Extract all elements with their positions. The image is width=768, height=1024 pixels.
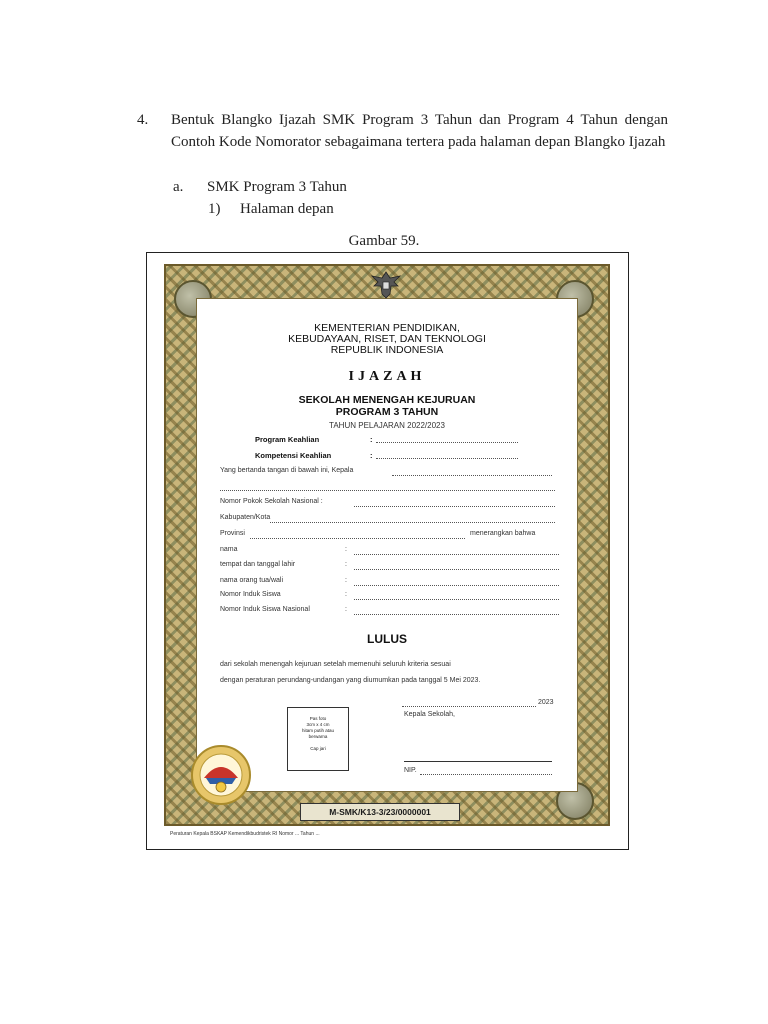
parent-name-label: nama orang tua/wali (220, 577, 284, 584)
sub-sub-list-number: 1) (208, 201, 221, 217)
academic-year: TAHUN PELAJARAN 2022/2023 (329, 421, 445, 430)
list-number: 4. (137, 112, 149, 128)
photo-placeholder (287, 707, 349, 771)
national-student-id-label: Nomor Induk Siswa Nasional (220, 606, 310, 613)
regency-line (270, 522, 555, 523)
birth-place-date-line (354, 569, 559, 570)
school-line: PROGRAM 3 TAHUN (335, 406, 439, 418)
statement-line: dengan peraturan perundang-undangan yang diumumkan pada tanggal 5 Mei 2023. (220, 677, 481, 684)
field-colon: : (345, 561, 347, 568)
student-name-line (354, 554, 559, 555)
result-text: LULUS (367, 632, 407, 646)
photo-text: berwarna (308, 734, 328, 739)
npsn-line (354, 506, 555, 507)
nip-line (420, 774, 552, 775)
competency-line (376, 458, 518, 459)
garuda-emblem-icon (368, 268, 404, 302)
ministry-heading (196, 323, 578, 356)
blank-line (220, 490, 555, 491)
photo-text: Pas foto (309, 716, 327, 721)
student-id-line (354, 599, 559, 600)
serial-number: M-SMK/K13-3/23/0000001 (300, 803, 460, 821)
figure-caption: Gambar 59. (348, 233, 420, 249)
ministry-line: KEBUDAYAAN, RISET, DAN TEKNOLOGI (288, 333, 486, 345)
parent-name-line (354, 585, 559, 586)
province-line (250, 538, 465, 539)
province-label: Provinsi (220, 530, 245, 537)
national-student-id-line (354, 614, 559, 615)
ministry-line: KEMENTERIAN PENDIDIKAN, (314, 322, 460, 334)
program-label: Program Keahlian (255, 435, 320, 444)
certificate-title: IJAZAH (348, 369, 426, 384)
photo-text: hitam putih atau (301, 728, 335, 733)
signer-intro: Yang bertanda tangan di bawah ini, Kepala (220, 467, 354, 474)
student-name-label: nama (220, 546, 238, 553)
date-year: 2023 (538, 699, 554, 706)
list-item-text: Bentuk Blangko Ijazah SMK Program 3 Tahun dan Program 4 Tahun dengan Contoh Kode Nomorator sebagaimana tertera pada halaman depan Blangko Ijazah (171, 112, 668, 150)
sub-list-text: SMK Program 3 Tahun (207, 179, 347, 195)
field-colon: : (345, 591, 347, 598)
ministry-line: REPUBLIK INDONESIA (330, 344, 444, 356)
student-id-label: Nomor Induk Siswa (220, 591, 281, 598)
competency-label: Kompetensi Keahlian (255, 451, 332, 460)
certifies-text: menerangkan bahwa (470, 530, 536, 537)
field-colon: : (345, 546, 347, 553)
place-date-line (402, 706, 536, 707)
school-heading (196, 394, 578, 418)
program-line (376, 442, 518, 443)
birth-place-date-label: tempat dan tanggal lahir (220, 561, 296, 568)
sub-list-letter: a. (173, 179, 184, 195)
nip-label: NIP. (404, 767, 417, 774)
statement-line: dari sekolah menengah kejuruan setelah memenuhi seluruh kriteria sesuai (220, 661, 451, 668)
school-line: SEKOLAH MENENGAH KEJURUAN (298, 394, 476, 406)
field-colon: : (345, 577, 347, 584)
school-name-line (392, 475, 552, 476)
competency-colon: : (370, 451, 373, 460)
regulation-footnote: Peraturan Kepala BSKAP Kemendikbudristek RI Nomor ... Tahun ... (170, 831, 320, 837)
photo-text: Cap jari (310, 746, 326, 751)
photo-text: 3cm x 4 cm (306, 722, 330, 727)
program-colon: : (370, 435, 373, 444)
field-colon: : (345, 606, 347, 613)
npsn-label: Nomor Pokok Sekolah Nasional : (220, 498, 323, 505)
signature-line (404, 761, 552, 762)
regency-label: Kabupaten/Kota (220, 514, 271, 521)
tut-wuri-handayani-logo-icon (184, 744, 258, 806)
principal-label: Kepala Sekolah, (404, 711, 455, 718)
sub-sub-list-text: Halaman depan (240, 201, 334, 217)
